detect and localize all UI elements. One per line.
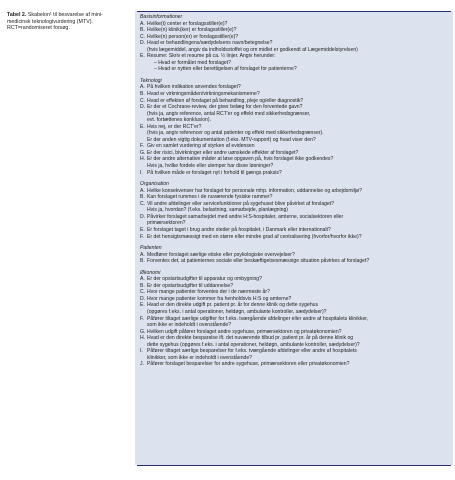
caption-text: Skabelon¹ til besvarelse af mini-medicinsk teknologivurdering (MTV). [7,12,103,25]
item-text: Er der andre alternative måder at løse opgaven på, hvis forslaget ikke godkendes? [147,156,334,163]
item-text: Hvilke(n) klinik(ker) er forslagsstiller(e)? [147,27,237,34]
item-letter: I. [140,169,143,176]
table-caption [7,12,125,32]
item-text: Hvilke(n) person(er) er forslagsstiller(e)? [147,33,239,40]
sub-item: – Hvad er nytten eller berettigelsen af forslaget for patienterne? [154,66,297,73]
item-continuation: (opgøres f.eks. i antal operationer, heldøgn, ambulante kontroller, sædydelser)? [147,308,327,315]
item-text: Hvad er den direkte besparelse ift. det nuværende tilbud pr. patient pr. år på denne klinik og [147,335,354,342]
item-text: På hvilken måde er forslaget nyt i forhold til gængs praksis? [147,169,282,176]
item-text: Påfører tiltaget særlige udgifter for f.eks. tværgående afdelinger eller andre af hospitalets klinikker, [147,315,369,322]
item-text: Hvor mange patienter forventes der i de nærmeste år? [147,289,270,296]
caption-note: RCT=randomiseret forsøg. [7,25,70,32]
item-letter: A. [140,276,145,283]
section-title: Basisinformationer [140,14,183,20]
item-letter: E. [140,302,145,309]
item-letter: B. [140,282,145,289]
item-text: Hvad er behandlingens/sædydelsens navn/betegnelse? [147,40,273,47]
item-letter: E. [140,53,145,60]
section-title: Patienten [140,245,162,252]
item-letter: D. [140,213,146,220]
item-continuation: primærsektoren? [147,220,186,227]
caption-label: Tabel 2. [7,12,27,18]
item-letter: A. [140,187,145,194]
item-text: Hvad er den direkte udgift pr. patient pr. år for denne klinik og dette sygehus [147,302,319,309]
item-letter: E. [140,226,145,233]
item-continuation: klinikker, som ikke er indeholdt i ovenstående? [147,354,253,361]
item-letter: G. [140,149,146,156]
item-text: Forventes det, at patienternes sociale eller beskæftigelsesmæssige situation påvirkes af forslaget? [147,258,370,265]
item-letter: C. [140,33,146,40]
item-text: Påvirker forslaget samarbejdet med andre H:S-hospitaler, amterne, socialsektoren eller [147,213,344,220]
item-text: Hvilken udgift påfører forslaget andre sygehuse, primærsektoren og privatøkonomien? [147,328,342,335]
item-text: Er der opstartsudgifter til uddannelse? [147,282,234,289]
item-text: Er der risici, bivirkninger eller andre uønskede effekter af forslaget? [147,149,299,156]
item-letter: F. [140,233,144,240]
item-text: Hvis nej, er der RCT'er? [147,123,202,130]
section-title: Organisation [140,181,169,188]
item-text: Resume: Skriv et resume på ca. ½ linjer. Angiv herunder: [147,53,276,60]
item-text: Hvilke konsekvenser har forslaget for personale mhp. information, uddannelse og arbejdsmiljø? [147,187,362,194]
item-text: Hvad er effekten af forslaget på behandling, pleje og/eller diagnostik? [147,97,304,104]
item-letter: B. [140,91,145,98]
table-content [140,14,450,368]
item-letter: E. [140,123,145,130]
item-letter: D. [140,295,146,302]
item-text: Påfører forslaget besparelser for andre sygehuse, primærsektoren eller privatøkonomien? [147,361,350,368]
item-letter: B. [140,194,145,201]
question-item [140,170,450,177]
question-item [140,361,450,368]
item-continuation: dette sygehus (opgøres f.eks. i antal operationer, heldøgn, ambulante kontroller, sædydelser)? [147,341,360,348]
item-text: Er forslaget taget i brug andre steder på hospitalet, i Danmark eller internationalt? [147,226,331,233]
item-text: Medfører forslaget særlige etiske eller psykologiske overvejelser? [147,251,295,258]
item-text: Er der opstartsudgifter til apparatur og ombygning? [147,276,262,283]
item-text: Giv en samlet vurdering af styrken af evidensen [147,143,255,150]
sub-item: – Hvad er formålet med forslaget? [154,59,232,66]
item-letter: C. [140,97,146,104]
item-letter: H. [140,156,146,163]
section-title: Økonomi [140,269,161,276]
table-bottom-rule [137,465,451,466]
item-text: Hvilke(t) center er forslagsstiller(e)? [147,20,228,27]
item-letter: G. [140,328,146,335]
item-letter: A. [140,20,145,27]
item-continuation: (hvis ja, angiv reference, antal RCT'er og effekt med sikkerhedsgrænser, [147,110,311,117]
item-continuation: (hvis ja, angiv referencer og antal patienter og effekt med sikkerhedsgrænser). [147,130,324,137]
item-letter: J. [140,361,144,368]
question-item [140,258,450,265]
item-letter: F. [140,315,144,322]
item-letter: C. [140,200,146,207]
item-letter: D. [140,40,146,47]
item-continuation: Hvis ja, hvilke fordele eller ulemper har disse løsninger? [147,163,274,170]
item-letter: B. [140,258,145,265]
item-continuation: evt. fortættenes konklusion). [147,117,211,124]
item-continuation: (hvis lægemiddel, angiv da indholdsstoffet og om midlet er godkendt af Lægemiddelstyrelsen) [147,46,358,53]
item-text: Hvad er virkningsmåden/virkningsmekanismerne? [147,91,260,98]
item-text: Påfører tiltaget særlige besparelser for f.eks. tværgående afdelinger eller andre af hospitalets [147,348,357,355]
item-letter: D. [140,104,146,111]
item-continuation: som ikke er indeholdt i ovenstående? [147,322,232,329]
item-letter: B. [140,27,145,34]
item-letter: F. [140,143,144,150]
item-text: Hvor mange patienter kommer fra henholdsvis H:S og amterne? [147,295,292,302]
item-continuation: Hvis ja, hvordan? (f.eks. belastning, samarbejde, planlægning) [147,207,289,214]
item-text: Kan forslaget rummes i de nuværende fysiske rammer? [147,194,273,201]
item-text: På hvilken indikation anvendes forslaget? [147,84,241,91]
item-letter: I. [140,348,143,355]
item-text: Vil andre afdelinger eller servicefunktioner på sygehuset blive påvirket af forslaget? [147,200,335,207]
question-item [140,234,450,241]
section-title: Teknologi [140,77,162,84]
item-text: Er det hensigtsmæssigt med en større eller mindre grad af centralisering (hvorfor/hvorfor ikke)? [147,233,362,240]
item-letter: A. [140,84,145,91]
table-top-rule [137,11,451,12]
item-continuation: Er der anden vigtig dokumentation (f.eks. MTV-rapport) og hvad viser den? [147,136,316,143]
item-letter: C. [140,289,146,296]
item-letter: A. [140,251,145,258]
item-letter: H. [140,335,146,342]
item-text: Er der et Cochrane-review, der giver belæg for den forventede gavn? [147,104,303,111]
